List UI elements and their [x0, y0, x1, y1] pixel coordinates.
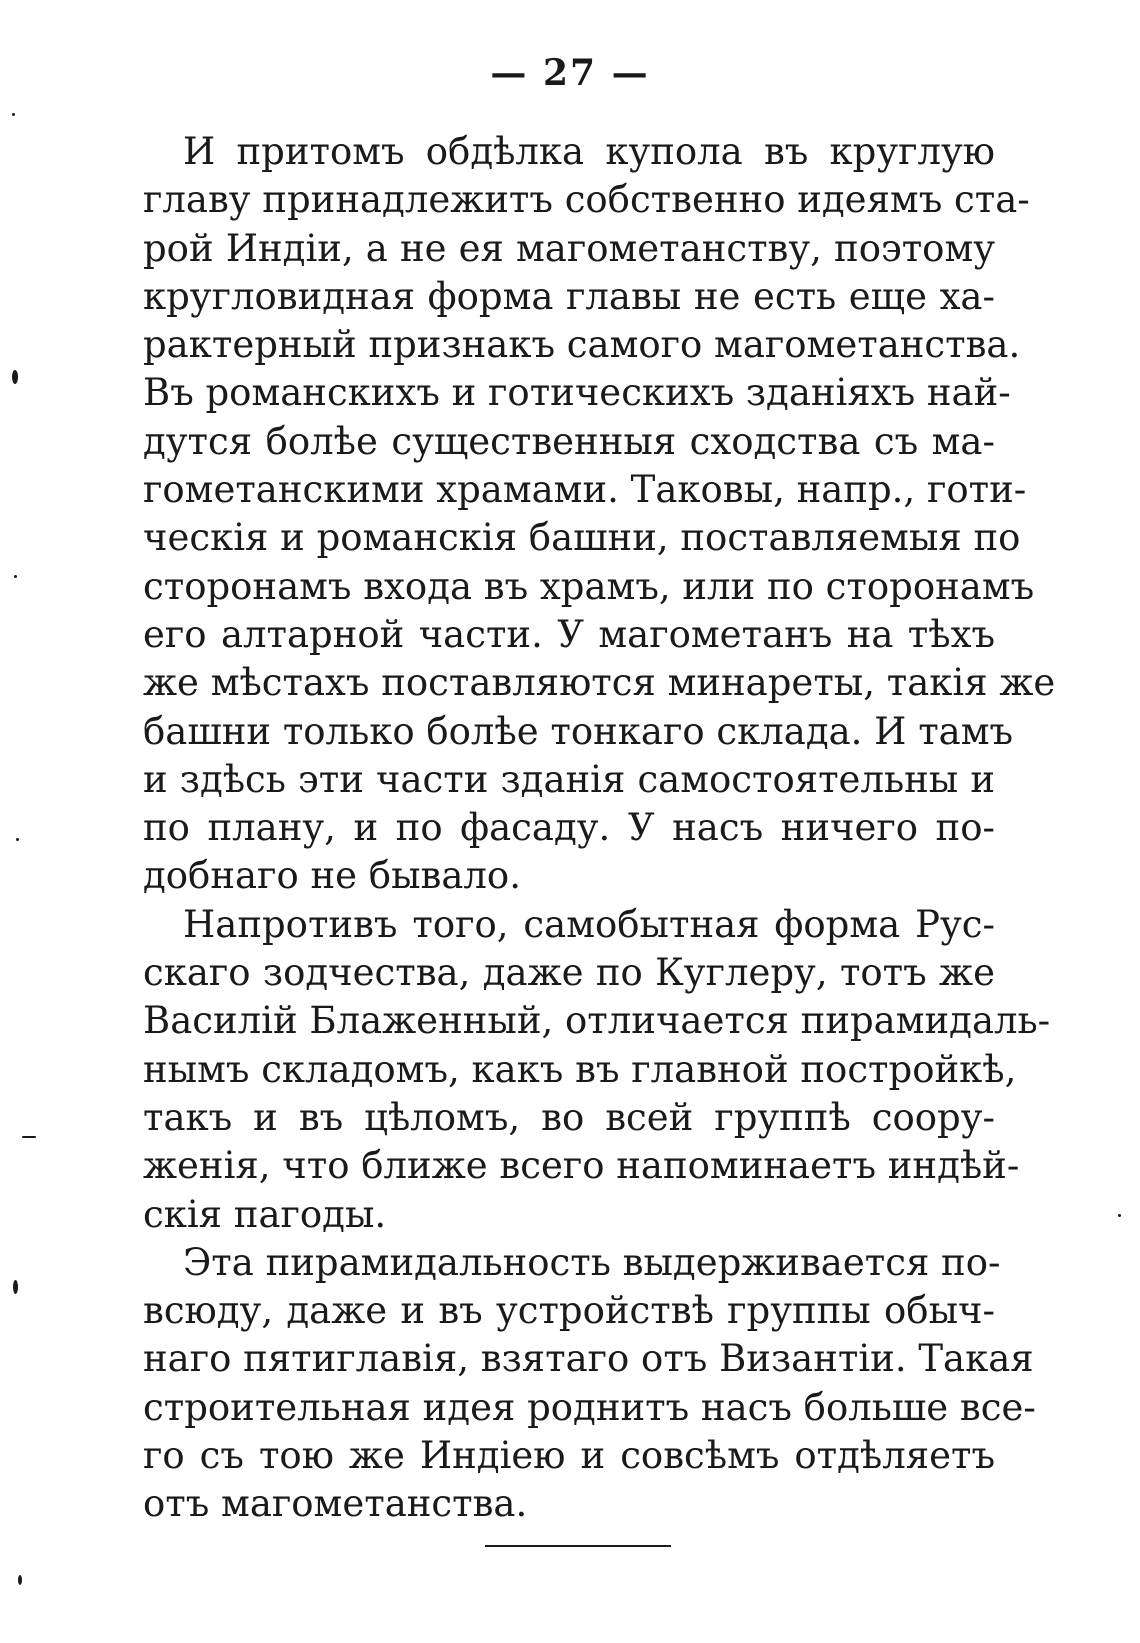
- text-line: ческія и романскія башни, поставляемыя по: [143, 516, 1021, 560]
- text-line: дутся болѣе существенныя сходства съ ма-: [143, 419, 995, 463]
- body-text: [143, 128, 1056, 1529]
- text-line: башни только болѣе тонкаго склада. И тамъ: [143, 709, 1014, 753]
- text-line: И притомъ обдѣлка купола въ круглую: [183, 130, 995, 173]
- page-number: — 27 —: [490, 52, 650, 94]
- text-line: всюду, даже и въ устройствѣ группы обыч-: [143, 1289, 995, 1333]
- scan-speck: [1118, 1214, 1121, 1217]
- text-line: кругловидная форма главы не есть еще ха-: [143, 274, 995, 318]
- scan-speck: [13, 1280, 18, 1294]
- text-line: добнаго не бывало.: [143, 854, 521, 898]
- text-line: же мѣстахъ поставляются минареты, такія же: [143, 661, 1056, 705]
- text-line: нымъ складомъ, какъ въ главной постройкѣ,: [143, 1047, 1017, 1091]
- text-line: по плану, и по фасаду. У насъ ничего по-: [143, 806, 995, 850]
- scan-speck: [12, 113, 15, 116]
- text-line: такъ и въ цѣломъ, во всей группѣ соору-: [143, 1095, 995, 1139]
- paragraph-2: [143, 901, 1051, 1239]
- text-line: скія пагоды.: [143, 1192, 387, 1236]
- text-line: Напротивъ того, самобытная форма Рус-: [183, 902, 995, 946]
- text-line: скаго зодчества, даже по Куглеру, тотъ же: [143, 951, 995, 995]
- scan-speck: [16, 838, 19, 841]
- text-line: и здѣсь эти части зданія самостоятельны и: [143, 757, 995, 801]
- scan-speck: [22, 1136, 36, 1138]
- end-rule: [485, 1545, 671, 1547]
- text-line: главу принадлежитъ собственно идеямъ ста-: [143, 178, 1030, 222]
- scan-speck: [18, 1575, 22, 1585]
- text-line: женія, что ближе всего напоминаетъ индѣй-: [143, 1144, 1020, 1188]
- text-line: наго пятиглавія, взятаго отъ Византіи. Такая: [143, 1337, 1034, 1381]
- text-line: строительная идея роднитъ насъ больше все-: [143, 1385, 1036, 1429]
- text-line: го съ тою же Индіею и совсѣмъ отдѣляетъ: [143, 1434, 995, 1478]
- text-line: рактерный признакъ самого магометанства.: [143, 323, 1021, 367]
- text-line: сторонамъ входа въ храмъ, или по сторонамъ: [143, 564, 1035, 608]
- scan-speck: [14, 575, 17, 578]
- paragraph-3: [143, 1239, 1036, 1529]
- text-line: рой Индіи, а не ея магометанству, поэтому: [143, 226, 995, 270]
- text-line: Василій Блаженный, отличается пирамидаль-: [143, 999, 1051, 1043]
- paragraph-1: [143, 128, 1056, 901]
- text-line: его алтарной части. У магометанъ на тѣхъ: [143, 612, 995, 656]
- scan-speck: [12, 370, 18, 384]
- text-line: отъ магометанства.: [143, 1482, 528, 1526]
- text-line: Въ романскихъ и готическихъ зданіяхъ най-: [143, 371, 1011, 415]
- text-line: гометанскими храмами. Таковы, напр., готи-: [143, 468, 1027, 512]
- text-line: Эта пирамидальность выдерживается по-: [183, 1240, 1001, 1284]
